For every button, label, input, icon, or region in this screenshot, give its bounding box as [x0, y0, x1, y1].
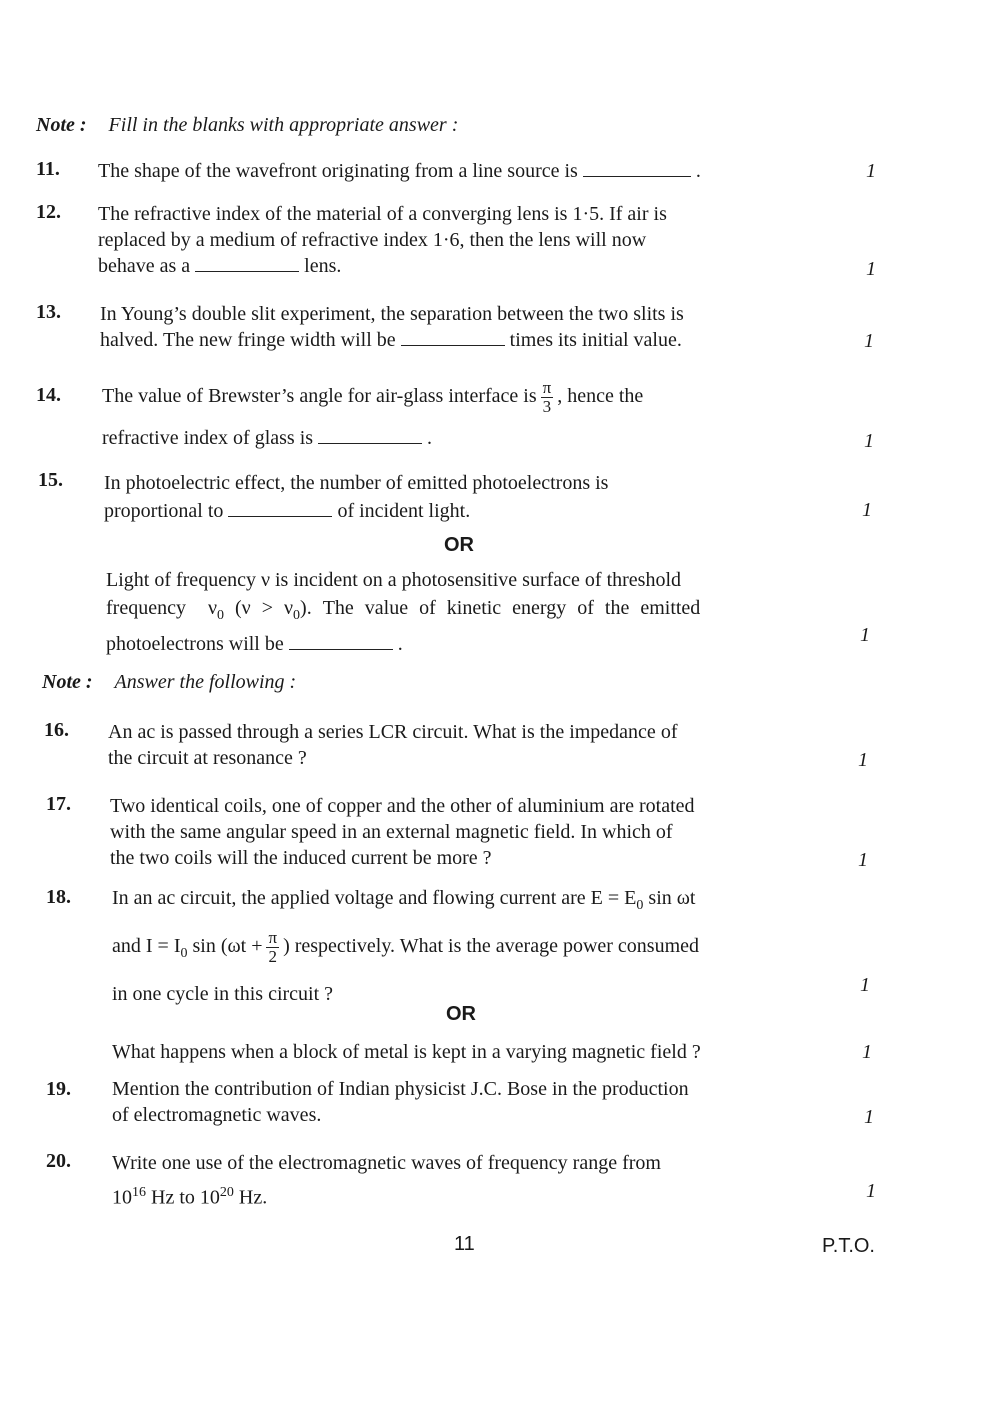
question-number: 17.: [46, 793, 71, 815]
marks: 1: [860, 624, 870, 646]
question-text: Light of frequency ν is incident on a photosensitive surface of threshold frequency $\nu_0$ $(\nu > \nu_0)$. The value of kinetic energy of the emitted photoelectrons will be .: [106, 569, 701, 655]
marks: 1: [864, 430, 874, 452]
marks: 1: [864, 1106, 874, 1128]
question-text: What happens when a block of metal is kept in a varying magnetic field ?: [112, 1041, 701, 1063]
question-number: 19.: [46, 1078, 71, 1100]
answer-blank[interactable]: [583, 162, 691, 177]
question-text: In an ac circuit, the applied voltage and flowing current are $E = E_0$ sin ωt and $I = I_0$ sin (ωt + $\frac{\pi}{2}$ ) respectively. What is the average power consumed in one cycle in this circuit ?: [112, 887, 700, 1005]
question-number: 20.: [46, 1150, 71, 1172]
marks: 1: [864, 330, 874, 352]
question-number: 11.: [36, 158, 60, 180]
question-text: The value of Brewster’s angle for air-glass interface is $\frac{\pi}{3}$ , hence the refractive index of glass is .: [102, 377, 644, 449]
question-text: Write one use of the electromagnetic waves of frequency range from $10^{16}$ Hz to $10^{20}$ Hz.: [112, 1152, 661, 1209]
question-text: In photoelectric effect, the number of emitted photoelectrons is proportional to of incident light.: [104, 472, 609, 522]
question-text: Two identical coils, one of copper and the other of aluminium are rotated with the same angular speed in an external magnetic field. In which of the two coils will the induced current be more ?: [110, 795, 695, 869]
question-number: 12.: [36, 201, 61, 223]
question-number: 15.: [38, 469, 63, 491]
answer-blank[interactable]: [195, 257, 299, 272]
question-number: 16.: [44, 719, 69, 741]
answer-blank[interactable]: [289, 635, 393, 650]
note-text: Answer the following :: [114, 671, 297, 693]
note-text: Fill in the blanks with appropriate answer :: [108, 114, 459, 136]
question-text: In Young’s double slit experiment, the separation between the two slits is halved. The new fringe width will be times its initial value.: [100, 303, 684, 351]
marks: 1: [862, 1041, 872, 1063]
question-text: The refractive index of the material of a converging lens is 1·5. If air is replaced by a medium of refractive index 1·6, then the lens will now behave as a lens.: [98, 203, 667, 277]
question-text: Mention the contribution of Indian physicist J.C. Bose in the production of electromagnetic waves.: [112, 1078, 689, 1126]
answer-blank[interactable]: [318, 429, 422, 444]
marks: 1: [862, 499, 872, 521]
marks: 1: [858, 849, 868, 871]
fraction-pi-over-2: $\frac{\pi}{2}$: [268, 927, 278, 966]
marks: 1: [858, 749, 868, 771]
question-number: 18.: [46, 886, 71, 908]
marks: 1: [866, 1180, 876, 1202]
answer-blank[interactable]: [401, 331, 505, 346]
marks: 1: [866, 160, 876, 182]
question-text: The shape of the wavefront originating from a line source is .: [98, 160, 701, 182]
marks: 1: [860, 974, 870, 996]
or-divider-15: OR: [444, 534, 474, 556]
fraction-pi-over-3: $\frac{\pi}{3}$: [542, 377, 552, 416]
note-label: Note :: [36, 114, 87, 136]
pto-label: P.T.O.: [822, 1235, 875, 1257]
note-answer-following: [42, 671, 296, 694]
question-text: An ac is passed through a series LCR circuit. What is the impedance of the circuit at resonance ?: [108, 721, 678, 769]
note-fill-blanks: [36, 114, 458, 137]
note-label: Note :: [42, 671, 93, 693]
page-number: 11: [454, 1233, 475, 1255]
question-number: 13.: [36, 301, 61, 323]
answer-blank[interactable]: [228, 502, 332, 517]
or-divider-18: OR: [446, 1003, 476, 1025]
marks: 1: [866, 258, 876, 280]
question-number: 14.: [36, 384, 61, 406]
